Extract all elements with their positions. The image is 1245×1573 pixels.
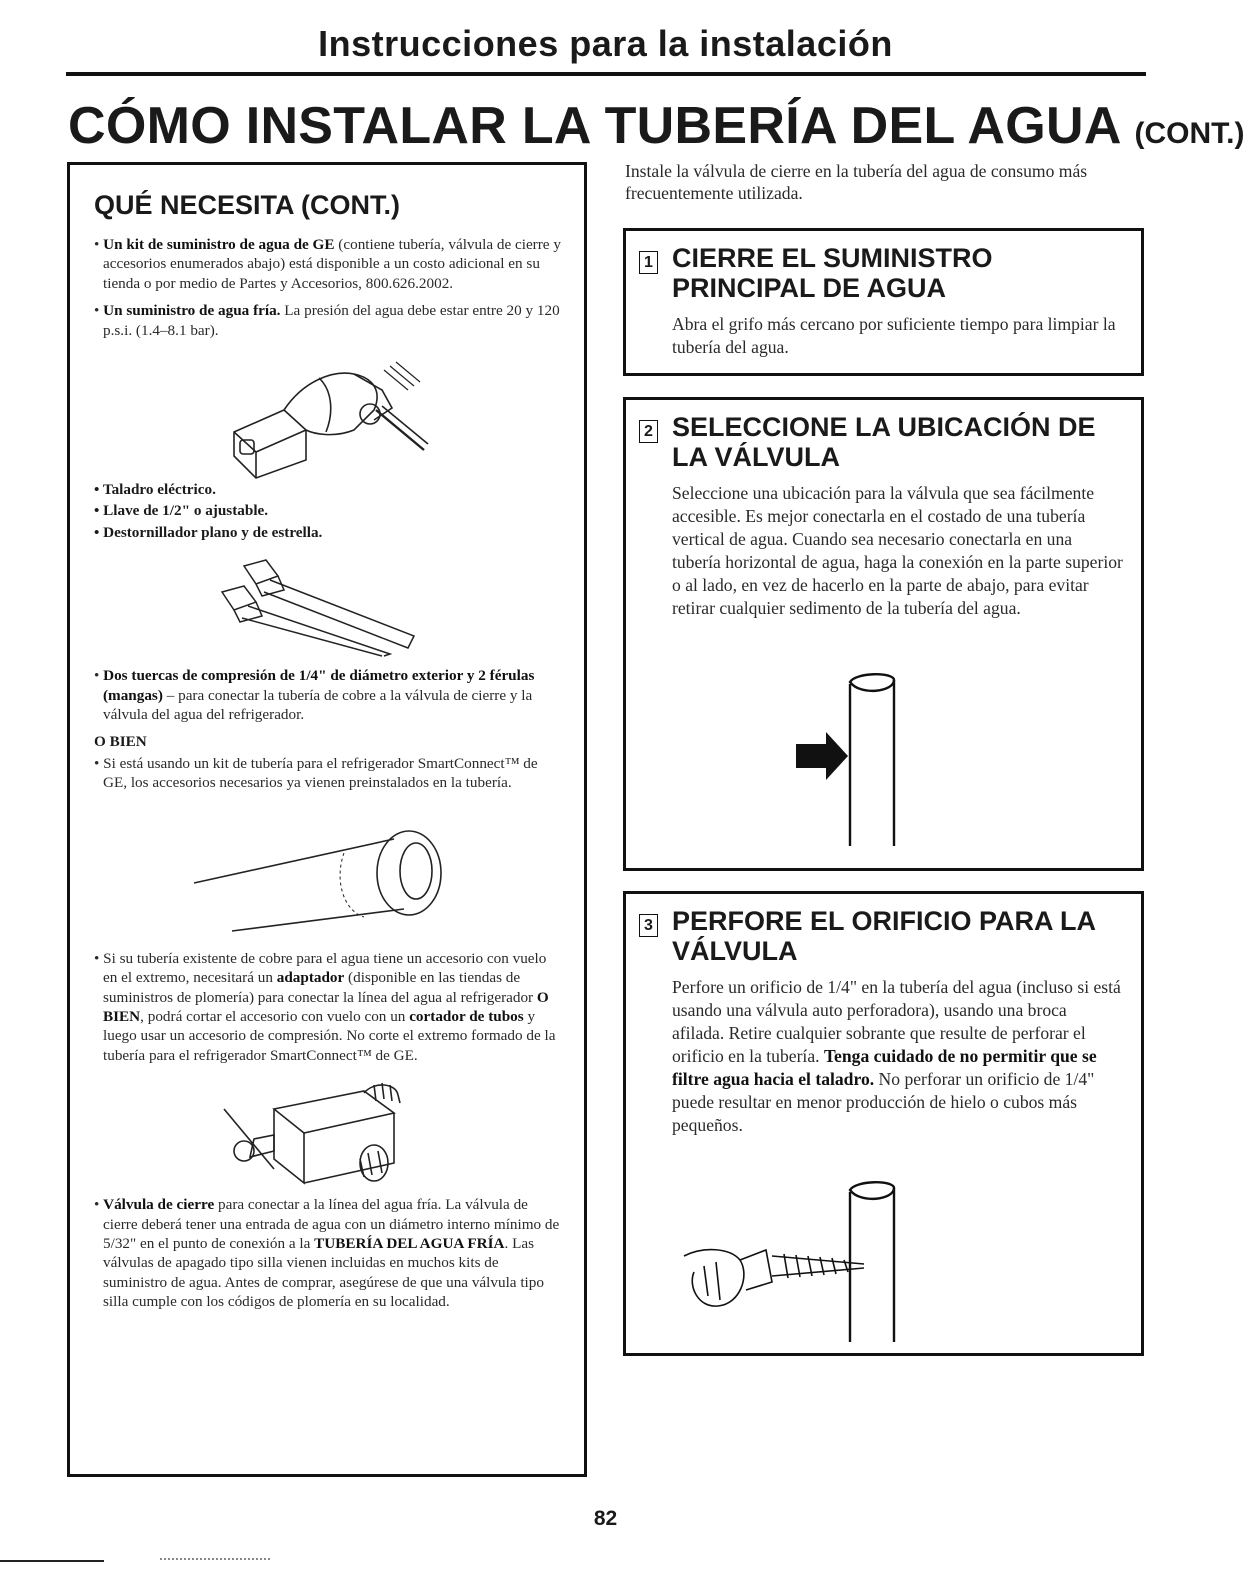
kit-text: (contiene tubería, válvula de cierre y accesorios enumerados abajo) está disponible a un costo adicional en su tienda o por medio de Partes y Accesorios, 800.626.2002. [103,236,561,292]
page-title-suffix: (CONT.) [1134,117,1245,150]
supply-bold: Un suministro de agua fría. [103,302,281,320]
step-2-text: Seleccione una ubicación para la válvula que sea fácilmente accesible. Es mejor conectarla en el costado de una tubería vertical de agua. Cuando sea necesario conectarla en una tubería horizontal de agua, haga la conexión en la parte superior o al lado, en vez de hacerlo en la parte de abajo, para evitar retirar cualquier sedimento de la tubería del agua. [672,483,1123,618]
what-you-need-heading: QUÉ NECESITA (CONT.) [94,190,401,220]
footer-dots [160,1558,270,1562]
flare-bullet: • Si su tubería existente de cobre para el agua tiene un accesorio con vuelo en el extremo, necesitará un adaptador (disponible en las tiendas de suministros de plomería) para conectar la línea del agua al refrigerador O BIEN, podrá cortar el accesorio con vuelo con un cortador de tubos y luego usar un accesorio de compresión. No corte el extremo formado de la tubería para el refrigerador SmartConnect™ de GE. [94,949,556,1064]
supply-text: La presión del agua debe estar entre 20 y 120 p.s.i. (1.4–8.1 bar). [103,302,560,339]
tool-wrench-text: Llave de 1/2" o ajustable. [103,502,269,520]
smartconnect-bullet: • Si está usando un kit de tubería para el refrigerador SmartConnect™ de GE, los accesorios necesarios ya vienen preinstalados en la tubería. [94,754,538,792]
tool-drill: • Taladro eléctrico. [94,481,216,499]
flare-p4: y luego usar un accesorio de compresión. No corte el extremo formado de la tubería para el refrigerador SmartConnect™ de GE. [103,1007,556,1064]
intro-text: Instale la válvula de cierre en la tubería del agua de consumo más frecuentemente utilizada. [625,161,1088,203]
nuts-bullet: • Dos tuercas de compresión de 1/4" de diámetro exterior y 2 férulas (mangas) – para conectar la tubería de cobre a la válvula de cierre y la válvula del agua del refrigerador. [94,667,535,724]
step-1-panel [623,228,1144,376]
supply-bullet: • Un suministro de agua fría. La presión del agua debe estar entre 20 y 120 p.s.i. (1.4–8.1 bar). [94,302,560,339]
drill-illustration [214,360,454,480]
step-1-title: CIERRE EL SUMINISTRO PRINCIPAL DE AGUA [672,243,993,303]
section-header-title: Instrucciones para la instalación [318,23,893,64]
flare-p2: (disponible en las tiendas de suministros de plomería) para conectar la línea del agua al refrigerador [103,969,537,1006]
valve-p1: para conectar a la línea del agua fría. La válvula de cierre deberá tener una entrada de agua con un diámetro interno mínimo de 5/32" en el punto de conexión a la [103,1196,560,1252]
valve-bullet: • Válvula de cierre para conectar a la línea del agua fría. La válvula de cierre deberá tener una entrada de agua con un diámetro interno mínimo de 5/32" en el punto de conexión a la TUBERÍA DEL AGUA FRÍA. Las válvulas de apagado tipo silla vienen incluidas en muchos kits de suministro de agua. Antes de comprar, asegúrese de que una válvula tipo silla cumple con los códigos de plomería en su localidad. [94,1196,560,1311]
compression-nuts-illustration [204,556,444,656]
step-3-text-bold: Tenga cuidado de no permitir que se filtre agua hacia el taladro. [672,1046,1097,1089]
or-label: O BIEN [94,733,147,751]
flare-p1: Si su tubería existente de cobre para el agua tiene un accesorio con vuelo en el extremo, necesitará un [103,949,547,987]
step-3-text-p1: Perfore un orificio de 1/4" en la tubería del agua (incluso si está usando una válvula auto perforadora), usando una broca afilada. Retire cualquier sobrante que resulte de perforar el orificio en la tubería. [672,977,1121,1066]
nuts-bold: Dos tuercas de compresión de 1/4" de diámetro exterior y 2 férulas (mangas) [103,667,535,704]
footer-rule [0,1560,104,1562]
nuts-text: – para conectar la tubería de cobre a la válvula de cierre y la válvula del agua del refrigerador. [103,686,533,724]
tool-drill-text: Taladro eléctrico. [102,481,216,499]
header-rule [66,72,1146,76]
page-title-text: CÓMO INSTALAR LA TUBERÍA DEL AGUA [68,97,1120,155]
step-3-title: PERFORE EL ORIFICIO PARA LA VÁLVULA [672,906,1096,966]
page-title [68,96,1245,164]
flare-or: O BIEN [103,988,549,1025]
kit-bullet: • Un kit de suministro de agua de GE (contiene tubería, válvula de cierre y accesorios enumerados abajo) está disponible a un costo adicional en su tienda o por medio de Partes y Accesorios, 800.626.2002. [94,236,561,292]
kit-bold: Un kit de suministro de agua de GE [103,236,335,253]
step-3-text-p2: No perforar un orificio de 1/4" puede resultar en menor producción de hielo o cubos más pequeños. [672,1069,1095,1135]
flare-p3: , podrá cortar el accesorio con vuelo con un [140,1007,410,1025]
step-2-panel [623,397,1144,871]
valve-p2: . Las válvulas de apagado tipo silla vienen incluidas en muchos kits de suministro de agua. Antes de comprar, asegúrese de que una válvula tipo silla cumple con los códigos de plomería en su localidad. [103,1234,544,1311]
smartconnect-text: Si está usando un kit de tubería para el refrigerador SmartConnect™ de GE, los accesorios necesarios ya vienen preinstalados en la tubería. [103,754,538,792]
flare-cutter: cortador de tubos [409,1007,524,1025]
drilling-pipe-illustration [674,1176,924,1346]
copper-tube-illustration [184,801,444,941]
tool-screwdriver: • Destornillador plano y de estrella. [94,523,323,541]
step-3-panel [623,891,1144,1356]
page-number: 82 [593,1507,618,1530]
step-2-title: SELECCIONE LA UBICACIÓN DE LA VÁLVULA [672,412,1096,472]
valve-pipe: TUBERÍA DEL AGUA FRÍA [314,1234,505,1252]
tool-wrench: • Llave de 1/2" o ajustable. [94,502,269,520]
shutoff-valve-illustration [204,1079,424,1189]
vertical-pipe-arrow-illustration [790,670,920,850]
flare-adapter: adaptador [276,969,345,987]
step-3-text [672,976,1123,1137]
step-1-number: 1 [639,251,658,274]
step-3-number: 3 [639,914,658,937]
step-1-text: Abra el grifo más cercano por suficiente tiempo para limpiar la tubería del agua. [672,314,1116,357]
valve-bold: Válvula de cierre [103,1196,215,1214]
step-2-number: 2 [639,420,658,443]
tool-screwdriver-text: Destornillador plano y de estrella. [103,523,323,541]
what-you-need-panel [67,162,587,1477]
